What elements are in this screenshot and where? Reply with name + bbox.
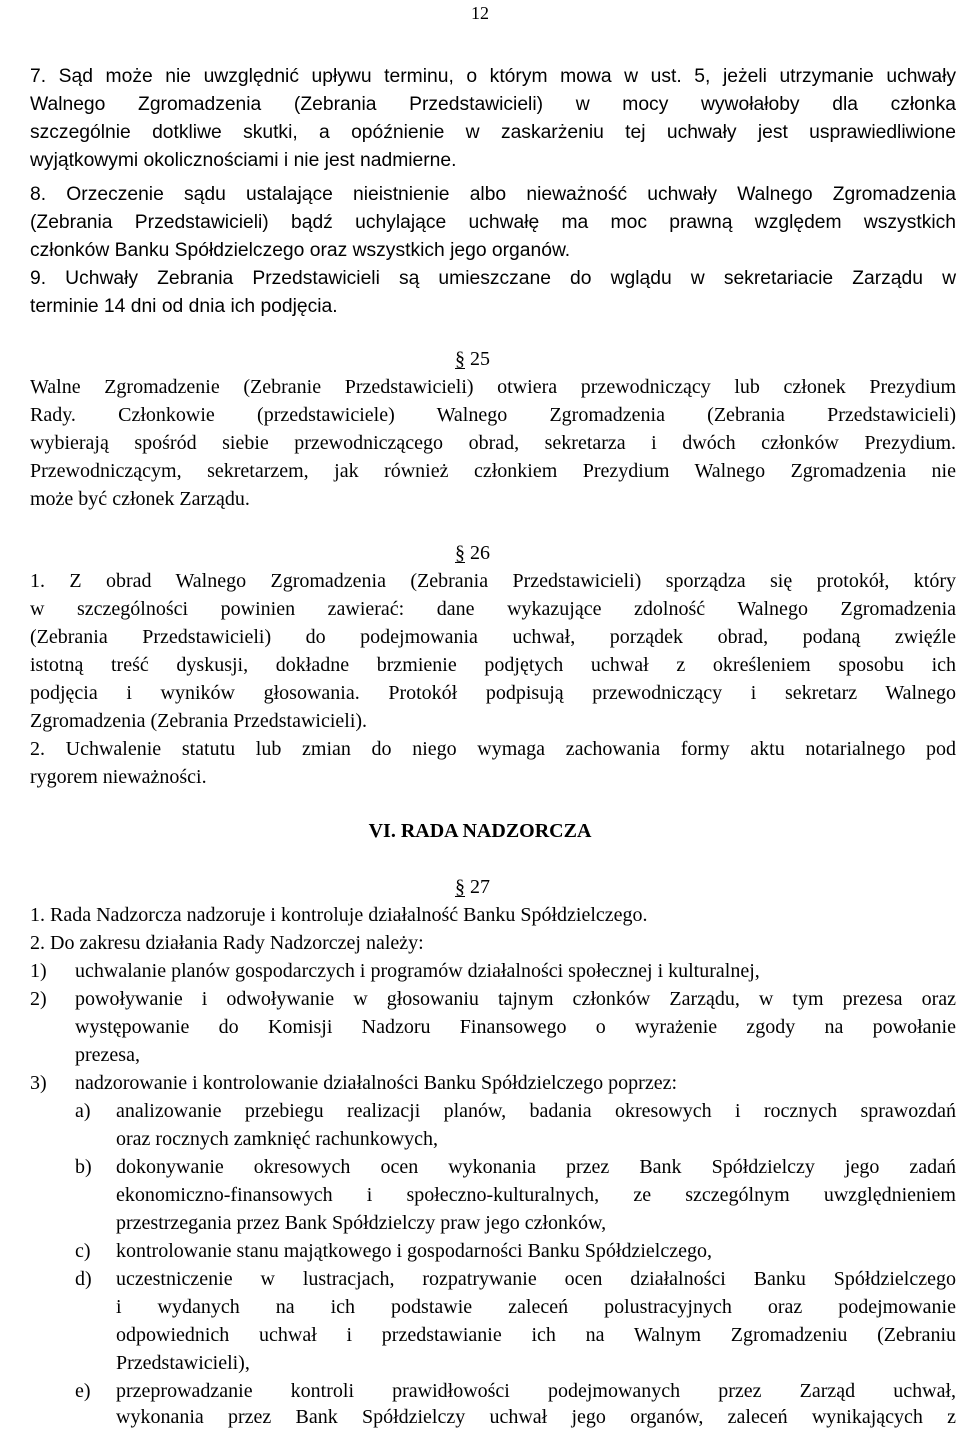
section-number: 25 [465, 348, 490, 370]
text-line: Walne Zgromadzenie (Zebranie Przedstawicieli) otwiera przewodniczący lub członek Prezydium [30, 376, 956, 398]
text-line: Przedstawicieli), [116, 1352, 250, 1374]
text-line: Zgromadzenia (Zebrania Przedstawicieli). [30, 710, 368, 732]
text-line: dokonywanie okresowych ocen wykonania przez Bank Spółdzielczy jego zadań [116, 1156, 956, 1178]
section-symbol: § [455, 542, 465, 564]
text-line: podjęcia i wyników głosowania. Protokół podpisują przewodniczący i sekretarz Walnego [30, 682, 956, 704]
text-line: 2. Uchwalenie statutu lub zmian do niego wymaga zachowania formy aktu notarialnego pod [30, 738, 956, 760]
section-27-point-2: 2. Do zakresu działania Rady Nadzorczej należy: [30, 932, 424, 954]
list-number: 3) [30, 1072, 47, 1094]
chapter-title: VI. RADA NADZORCZA [368, 820, 592, 842]
text-line: i wydanych na ich podstawie zaleceń polustracyjnych oraz podejmowanie [116, 1296, 956, 1318]
text-line: Przewodniczącym, sekretarzem, jak również członkiem Prezydium Walnego Zgromadzenia nie [30, 460, 956, 482]
text-line: wybierają spośród siebie przewodniczącego obrad, sekretarza i dwóch członków Prezydium. [30, 432, 956, 454]
text-line: przestrzegania przez Bank Spółdzielczy praw jego członków, [116, 1212, 607, 1234]
text-line: analizowanie przebiegu realizacji planów, badania okresowych i rocznych sprawozdań [116, 1100, 956, 1122]
text-line: 1. Z obrad Walnego Zgromadzenia (Zebrania Przedstawicieli) sporządza się protokół, który [30, 570, 956, 592]
text-line: istotną treść dyskusji, dokładne brzmienie podjętych uchwał z określeniem sposobu ich [30, 654, 956, 676]
text-line: 7. Sąd może nie uwzględnić upływu terminu, o którym mowa w ust. 5, jeżeli utrzymanie uchwały [30, 66, 956, 87]
list-letter: b) [75, 1156, 92, 1178]
list-letter: d) [75, 1268, 92, 1290]
text-line: Rady. Członkowie (przedstawiciele) Walnego Zgromadzenia (Zebrania Przedstawicieli) [30, 404, 956, 426]
section-symbol: § [455, 348, 465, 370]
text-line: ekonomiczno-finansowych i społeczno-kulturalnych, ze szczególnym uwzględnieniem [116, 1184, 956, 1206]
list-number: 1) [30, 960, 47, 982]
text-line: rygorem nieważności. [30, 766, 207, 788]
text-line: prezesa, [75, 1044, 140, 1066]
section-symbol: § [455, 876, 465, 898]
text-line: (Zebrania Przedstawicieli) do podejmowania uchwał, porządek obrad, podaną zwięźle [30, 626, 956, 648]
text-line: uchwalanie planów gospodarczych i programów działalności społecznej i kulturalnej, [75, 960, 760, 982]
text-line: uczestniczenie w lustracjach, rozpatrywanie ocen działalności Banku Spółdzielczego [116, 1268, 956, 1290]
section-heading-25 [455, 348, 490, 371]
text-line: terminie 14 dni od dnia ich podjęcia. [30, 296, 338, 317]
list-number: 2) [30, 988, 47, 1010]
list-letter: c) [75, 1240, 91, 1262]
text-line: występowanie do Komisji Nadzoru Finansowego o wyrażenie zgody na powołanie [75, 1016, 956, 1038]
text-line: odpowiednich uchwał i przedstawianie ich na Walnym Zgromadzeniu (Zebraniu [116, 1324, 956, 1346]
list-letter: a) [75, 1100, 91, 1122]
text-line: wyjątkowymi okolicznościami i nie jest nadmierne. [30, 150, 457, 171]
section-number: 27 [465, 876, 490, 898]
section-27-point-1: 1. Rada Nadzorcza nadzoruje i kontroluje działalność Banku Spółdzielczego. [30, 904, 648, 926]
text-line: w szczególności powinien zawierać: dane wykazujące zdolność Walnego Zgromadzenia [30, 598, 956, 620]
text-line: może być członek Zarządu. [30, 488, 250, 510]
section-heading-27 [455, 876, 490, 899]
text-line: przeprowadzanie kontroli prawidłowości podejmowanych przez Zarząd uchwał, [116, 1380, 956, 1402]
text-line: nadzorowanie i kontrolowanie działalności Banku Spółdzielczego poprzez: [75, 1072, 678, 1094]
text-line: powoływanie i odwoływanie w głosowaniu tajnym członków Zarządu, w tym prezesa oraz [75, 988, 956, 1010]
text-line: oraz rocznych zamknięć rachunkowych, [116, 1128, 439, 1150]
text-line: szczególnie dotkliwe skutki, a opóźnienie w zaskarżeniu tej uchwały jest usprawiedliwione [30, 122, 956, 143]
section-number: 26 [465, 542, 490, 564]
text-line: członków Banku Spółdzielczego oraz wszystkich jego organów. [30, 240, 571, 261]
text-line: 9. Uchwały Zebrania Przedstawicieli są umieszczane do wglądu w sekretariacie Zarządu w [30, 268, 956, 289]
section-heading-26 [455, 542, 490, 565]
text-line: wykonania przez Bank Spółdzielczy uchwał jego organów, zaleceń wynikających z [116, 1406, 956, 1428]
text-line: (Zebrania Przedstawicieli) bądź uchylające uchwałę ma moc prawną względem wszystkich [30, 212, 956, 233]
text-line: 8. Orzeczenie sądu ustalające nieistnienie albo nieważność uchwały Walnego Zgromadzenia [30, 184, 956, 205]
text-line: Walnego Zgromadzenia (Zebrania Przedstawicieli) w mocy wywołałoby dla członka [30, 94, 956, 115]
list-letter: e) [75, 1380, 91, 1402]
page-number: 12 [471, 3, 489, 23]
text-line: kontrolowanie stanu majątkowego i gospodarności Banku Spółdzielczego, [116, 1240, 712, 1262]
